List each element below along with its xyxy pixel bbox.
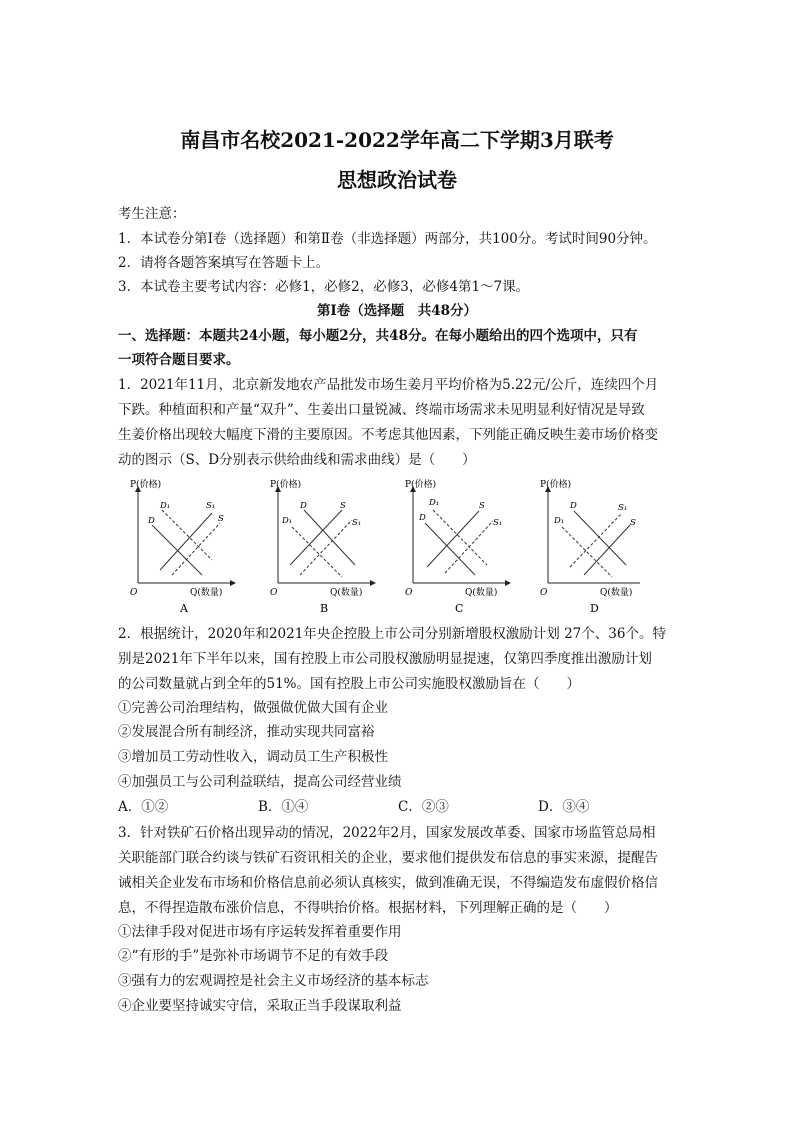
y-axis-label: P(价格) (270, 480, 302, 490)
q2-statement: ③增加员工劳动性收入，调动员工生产积极性 (118, 749, 388, 765)
curve-label: D (148, 516, 155, 526)
curve-label: D (570, 501, 577, 511)
y-axis-label: P(价格) (130, 480, 162, 490)
section-title: 第Ⅰ卷（选择题 共48分） (316, 303, 478, 319)
curve-label: D (300, 501, 307, 511)
exam-title: 南昌市名校2021-2022学年高二下学期3月联考 (180, 128, 614, 152)
graph-c (405, 478, 510, 615)
curve-label: S₁ (618, 503, 628, 513)
curve-label: S (340, 501, 346, 511)
notice-item: 1．本试卷分第Ⅰ卷（选择题）和第Ⅱ卷（非选择题）两部分，共100分。考试时间90分钟。 (118, 231, 657, 247)
q3-statement: ②“有形的手”是弥补市场调节不足的有效手段 (118, 948, 389, 964)
q2-statement: ①完善公司治理结构，做强做优做大国有企业 (118, 700, 388, 716)
graph-b (270, 478, 375, 615)
x-axis-label: Q(数量) (190, 588, 223, 598)
q1-text: 动的图示（S、D分别表示供给曲线和需求曲线）是（ ） (118, 452, 476, 468)
q3-text: 关职能部门联合约谈与铁矿石资讯相关的企业，要求他们提供发布信息的事实来源，提醒告 (118, 850, 658, 866)
q2-option-d[interactable]: D．③④ (538, 799, 590, 815)
q3-statement: ③强有力的宏观调控是社会主义市场经济的基本标志 (118, 973, 429, 989)
origin-label: O (270, 588, 278, 598)
q2-text: 的公司数量就占到全年的51%。国有控股上市公司实施股权激励旨在（ ） (118, 676, 581, 692)
q1-text: 生姜价格出现较大幅度下滑的主要原因。不考虑其他因素，下列能正确反映生姜市场价格变 (118, 427, 658, 443)
y-axis-label: P(价格) (540, 480, 572, 490)
origin-label: O (130, 588, 138, 598)
q2-text: 别是2021年下半年以来，国有控股上市公司股权激励明显提速，仅第四季度推出激励计划 (118, 651, 652, 667)
notice-heading: 考生注意： (118, 206, 186, 222)
x-axis-label: Q(数量) (465, 588, 498, 598)
x-axis-label: Q(数量) (330, 588, 363, 598)
section-instruction: 一项符合题目要求。 (118, 352, 240, 368)
curve-label: S₁ (493, 518, 503, 528)
origin-label: O (405, 588, 413, 598)
origin-label: O (540, 588, 548, 598)
curve-label: D₁ (429, 498, 440, 508)
curve-label: D₁ (554, 516, 565, 526)
q3-text: 诫相关企业发布市场和价格信息前必须认真核实，做到准确无误，不得编造发布虚假价格信 (118, 875, 658, 891)
curve-label: D₁ (282, 516, 293, 526)
q1-text: 1．2021年11月，北京新发地农产品批发市场生姜月平均价格为5.22元/公斤，连续四个月 (118, 377, 659, 393)
curve-label: S (630, 518, 636, 528)
q3-text: 息，不得捏造散布涨价信息，不得哄抬价格。根据材料，下列理解正确的是（ ） (118, 900, 618, 916)
curve-label: S (218, 514, 224, 524)
q2-option-b[interactable]: B．①④ (258, 799, 309, 815)
q2-statement: ②发展混合所有制经济，推动实现共同富裕 (118, 724, 375, 740)
q1-text: 下跌。种植面积和产量“双升”、生姜出口量锐减、终端市场需求未见明显利好情况是导致 (118, 402, 645, 418)
graph-a (130, 478, 235, 615)
q1-graphs (120, 475, 640, 620)
q2-text: 2．根据统计，2020年和2021年央企控股上市公司分别新增股权激励计划 27个、36个。特 (118, 626, 666, 642)
curve-label: S₁ (352, 518, 362, 528)
exam-subtitle: 思想政治试卷 (337, 168, 457, 192)
q2-statement: ④加强员工与公司利益联结，提高公司经营业绩 (118, 774, 402, 790)
curve-label: S (479, 501, 485, 511)
notice-item: 3．本试卷主要考试内容：必修1，必修2，必修3，必修4第1～7课。 (118, 279, 530, 295)
q3-statement: ④企业要坚持诚实守信，采取正当手段谋取利益 (118, 998, 402, 1014)
q2-option-a[interactable]: A．①② (118, 799, 169, 815)
q2-option-c[interactable]: C．②③ (398, 799, 449, 815)
q3-text: 3．针对铁矿石价格出现异动的情况，2022年2月，国家发展改革委、国家市场监管总局相 (118, 825, 656, 841)
curve-label: D₁ (160, 501, 171, 511)
q3-statement: ①法律手段对促进市场有序运转发挥着重要作用 (118, 924, 402, 940)
graph-label: C (455, 602, 464, 615)
graph-d (540, 478, 640, 615)
x-axis-label: Q(数量) (600, 588, 633, 598)
section-instruction: 一、选择题：本题共24小题，每小题2分，共48分。在每小题给出的四个选项中，只有 (118, 328, 638, 344)
curve-label: D (419, 513, 426, 523)
graph-label: A (180, 602, 188, 615)
notice-item: 2．请将各题答案填写在答题卡上。 (118, 255, 330, 271)
graph-label: B (320, 602, 329, 615)
y-axis-label: P(价格) (405, 480, 437, 490)
curve-label: S₁ (206, 501, 216, 511)
graph-label: D (590, 602, 599, 615)
